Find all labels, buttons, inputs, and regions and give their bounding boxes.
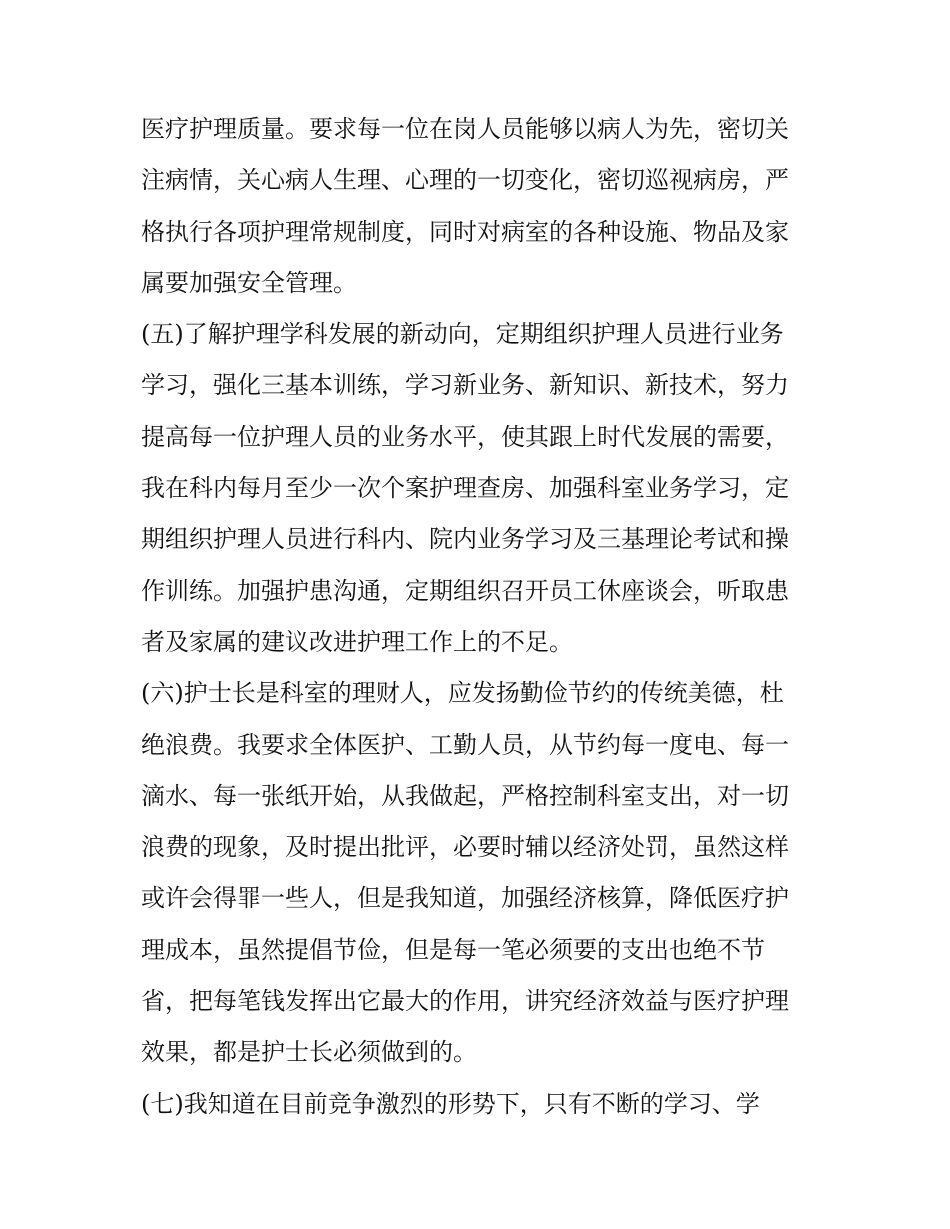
text-line: 滴水、每一张纸开始，从我做起，严格控制科室支出，对一切 bbox=[141, 781, 789, 810]
text-line: 效果，都是护士长必须做到的。 bbox=[141, 1038, 477, 1067]
text-line: 浪费的现象，及时提出批评，必要时辅以经济处罚，虽然这样 bbox=[141, 833, 789, 862]
text-line: (七)我知道在目前竞争激烈的形势下，只有不断的学习、学 bbox=[141, 1089, 760, 1118]
text-line: 学习，强化三基本训练，学习新业务、新知识、新技术，努力 bbox=[141, 371, 789, 400]
text-line: (六)护士长是科室的理财人，应发扬勤俭节约的传统美德，杜 bbox=[141, 679, 784, 708]
text-line: 或许会得罪一些人，但是我知道，加强经济核算，降低医疗护 bbox=[141, 884, 789, 913]
text-line: 注病情，关心病人生理、心理的一切变化，密切巡视病房，严 bbox=[141, 166, 789, 195]
text-line: 期组织护理人员进行科内、院内业务学习及三基理论考试和操 bbox=[141, 525, 789, 554]
text-line: 理成本，虽然提倡节俭，但是每一笔必须要的支出也绝不节 bbox=[141, 935, 765, 964]
text-line: 我在科内每月至少一次个案护理查房、加强科室业务学习，定 bbox=[141, 474, 789, 503]
text-line: 医疗护理质量。要求每一位在岗人员能够以病人为先，密切关 bbox=[141, 115, 789, 143]
text-line: 省，把每笔钱发挥出它最大的作用，讲究经济效益与医疗护理 bbox=[141, 987, 789, 1016]
text-line: 绝浪费。我要求全体医护、工勤人员，从节约每一度电、每一 bbox=[141, 730, 789, 759]
text-line: (五)了解护理学科发展的新动向，定期组织护理人员进行业务 bbox=[141, 320, 784, 349]
text-line: 作训练。加强护患沟通，定期组织召开员工休座谈会，听取患 bbox=[141, 576, 789, 605]
text-line: 提高每一位护理人员的业务水平，使其跟上时代发展的需要， bbox=[141, 422, 789, 451]
document-body bbox=[141, 104, 841, 1130]
text-line: 者及家属的建议改进护理工作上的不足。 bbox=[141, 627, 573, 656]
text-line: 属要加强安全管理。 bbox=[141, 268, 357, 297]
text-line: 格执行各项护理常规制度，同时对病室的各种设施、物品及家 bbox=[141, 217, 789, 246]
